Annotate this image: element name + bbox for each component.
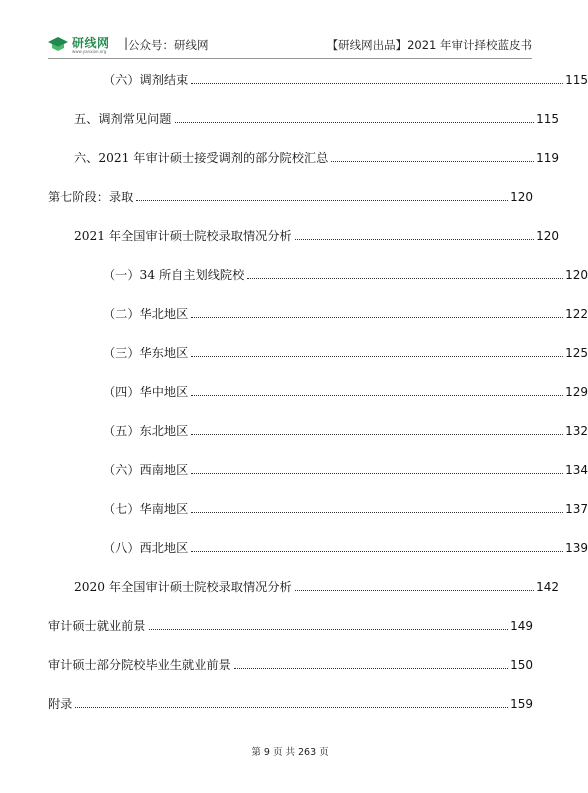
toc-entry-page: 149 xyxy=(510,619,533,633)
toc-leader-dots xyxy=(136,199,508,201)
toc-entry[interactable] xyxy=(48,534,588,556)
toc-entry[interactable] xyxy=(48,300,588,322)
toc-leader-dots xyxy=(149,628,509,630)
toc-entry-title: （四）华中地区 xyxy=(103,385,189,399)
toc-entry-page: 119 xyxy=(536,151,559,165)
toc-entry[interactable] xyxy=(48,456,588,478)
page-header xyxy=(48,30,532,60)
toc-leader-dots xyxy=(191,550,563,552)
toc-entry-title: （八）西北地区 xyxy=(103,541,189,555)
graduation-cap-icon xyxy=(48,36,68,52)
logo-subtext: www.yanxian.org xyxy=(72,49,107,54)
toc-leader-dots xyxy=(191,472,563,474)
toc-entry-title: （七）华南地区 xyxy=(103,502,189,516)
toc-leader-dots xyxy=(191,433,563,435)
page-footer: 第 9 页 共 263 页 xyxy=(251,747,329,758)
toc-entry[interactable] xyxy=(48,105,559,127)
toc-leader-dots xyxy=(295,238,534,240)
toc-entry-title: 2021 年全国审计硕士院校录取情况分析 xyxy=(74,229,292,243)
toc-entry[interactable] xyxy=(48,573,559,595)
toc-entry-title: （六）西南地区 xyxy=(103,463,189,477)
toc-entry-title: 审计硕士就业前景 xyxy=(48,619,146,633)
toc-entry[interactable] xyxy=(48,66,588,88)
toc-entry-page: 139 xyxy=(565,541,588,555)
toc-entry-page: 129 xyxy=(565,385,588,399)
toc-entry-page: 134 xyxy=(565,463,588,477)
toc-entry-page: 115 xyxy=(565,73,588,87)
header-title: 【研线网出品】2021 年审计择校蓝皮书 xyxy=(326,38,532,52)
header-separator: | xyxy=(124,36,129,50)
toc-entry[interactable] xyxy=(48,144,559,166)
toc-entry-title: 第七阶段：录取 xyxy=(48,190,134,204)
toc-leader-dots xyxy=(295,589,534,591)
toc-entry-page: 115 xyxy=(536,112,559,126)
toc-entry[interactable] xyxy=(48,222,559,244)
toc-entry[interactable] xyxy=(48,651,533,673)
toc-entry-title: （五）东北地区 xyxy=(103,424,189,438)
toc-entry[interactable] xyxy=(48,183,533,205)
header-account: 公众号：研线网 xyxy=(128,38,209,52)
header-rule xyxy=(48,58,532,59)
toc-entry-page: 120 xyxy=(536,229,559,243)
toc-entry-page: 150 xyxy=(510,658,533,672)
toc-entry-page: 132 xyxy=(565,424,588,438)
toc-leader-dots xyxy=(234,667,508,669)
toc-entry-title: （六）调剂结束 xyxy=(103,73,189,87)
toc-leader-dots xyxy=(331,160,534,162)
toc-entry[interactable] xyxy=(48,417,588,439)
toc-entry-title: （三）华东地区 xyxy=(103,346,189,360)
toc-entry-page: 120 xyxy=(510,190,533,204)
toc-leader-dots xyxy=(191,511,563,513)
toc-leader-dots xyxy=(191,316,563,318)
toc-entry-title: （一）34 所自主划线院校 xyxy=(103,268,245,282)
toc-entry-title: 审计硕士部分院校毕业生就业前景 xyxy=(48,658,231,672)
toc-entry-page: 159 xyxy=(510,697,533,711)
toc-entry-title: 六、2021 年审计硕士接受调剂的部分院校汇总 xyxy=(74,151,329,165)
toc-leader-dots xyxy=(191,355,563,357)
toc-entry-page: 122 xyxy=(565,307,588,321)
toc-leader-dots xyxy=(247,277,563,279)
toc-leader-dots xyxy=(191,82,563,84)
toc-entry-page: 125 xyxy=(565,346,588,360)
toc-entry[interactable] xyxy=(48,339,588,361)
toc-entry[interactable] xyxy=(48,690,533,712)
toc-entry-title: 2020 年全国审计硕士院校录取情况分析 xyxy=(74,580,292,594)
toc-entry-page: 137 xyxy=(565,502,588,516)
toc-entry[interactable] xyxy=(48,261,588,283)
toc-entry-page: 120 xyxy=(565,268,588,282)
toc-entry[interactable] xyxy=(48,378,588,400)
toc-leader-dots xyxy=(191,394,563,396)
toc-entry[interactable] xyxy=(48,495,588,517)
toc-leader-dots xyxy=(75,706,508,708)
toc-entry-title: （二）华北地区 xyxy=(103,307,189,321)
toc-entry[interactable] xyxy=(48,612,533,634)
toc-entry-title: 五、调剂常见问题 xyxy=(74,112,172,126)
toc-entry-page: 142 xyxy=(536,580,559,594)
toc-entry-title: 附录 xyxy=(48,697,73,711)
logo-text: 研线网 xyxy=(72,36,110,50)
toc-leader-dots xyxy=(175,121,535,123)
